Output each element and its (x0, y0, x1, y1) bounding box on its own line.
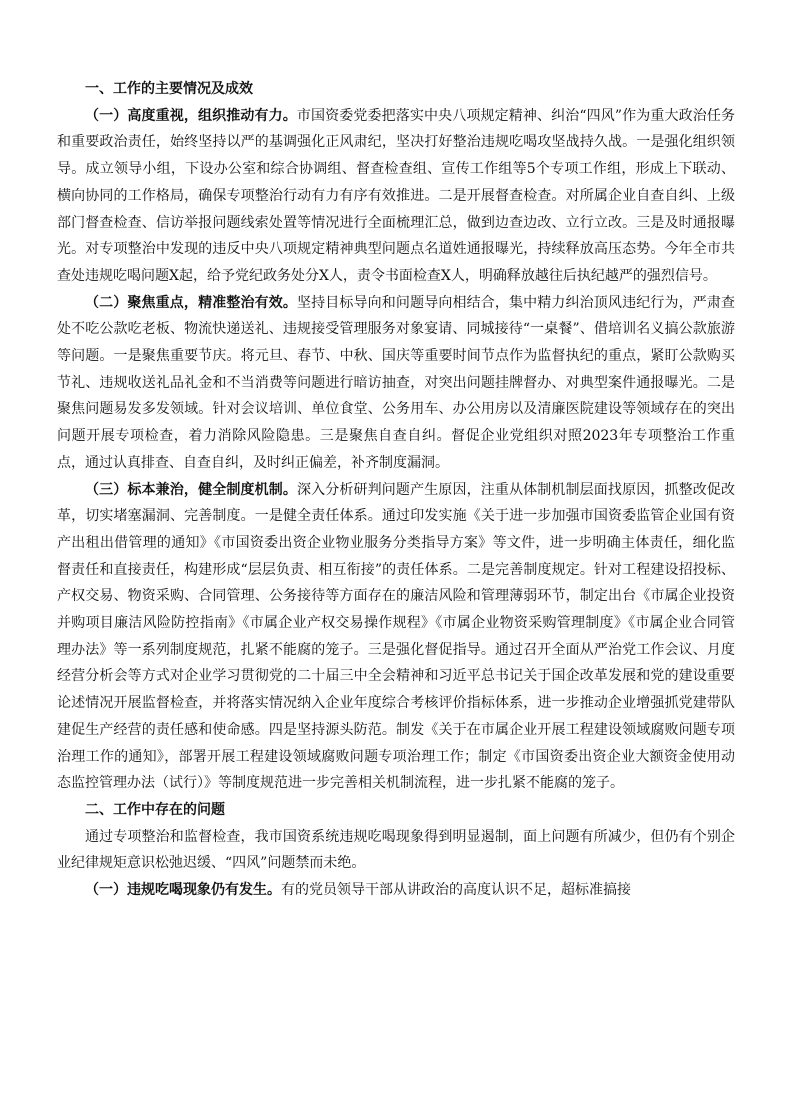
paragraph-3-text: 深入分析研判问题产生原因，注重从体制机制层面找原因，抓整改促改革，切实堵塞漏洞、完善制度。一是健全责任体系。通过印发实施《关于进一步加强市国资委监管企业国有资产出租出借管理的通知》《市国资委出资企业物业服务分类指导方案》等文件，进一步明确主体责任，细化监督责任和直接责任，构建形成“层层负责、相互衔接”的责任体系。二是完善制度规定。针对工程建设招投标、产权交易、物资采购、合同管理、公务接待等方面存在的廉洁风险和管理薄弱环节，制定出台《市属企业投资并购项目廉洁风险防控指南》《市属企业产权交易操作规程》《市属企业物资采购管理制度》《市属企业合同管理办法》等一系列制度规范，扎紧不能腐的笼子。三是强化督促指导。通过召开全面从严治党工作会议、月度经营分析会等方式对企业学习贯彻党的二十届三中全会精神和习近平总书记关于国企改革发展和党的建设重要论述情况开展监督检查，并将落实情况纳入企业年度综合考核评价指标体系，进一步推动企业增强抓党建带队建促生产经营的责任感和使命感。四是坚持源头防范。制发《关于在市属企业开展工程建设领域腐败问题专项治理工作的通知》，部署开展工程建设领域腐败问题专项治理工作；制定《市国资委出资企业大额资金使用动态监控管理办法（试行）》等制度规范进一步完善相关机制流程，进一步扎紧不能腐的笼子。 (57, 481, 735, 792)
paragraph-1 (57, 103, 735, 290)
paragraph-2 (57, 290, 735, 477)
paragraph-3-lead: （三）标本兼治，健全制度机制。 (85, 481, 297, 498)
section-heading-1: 一、工作的主要情况及成效 (85, 81, 253, 97)
paragraph-1-text: 市国资委党委把落实中央八项规定精神、纠治“四风”作为重大政治任务和重要政治责任，始终坚持以严的基调强化正风肃纪，坚决打好整治违规吃喝攻坚战持久战。一是强化组织领导。成立领导小组，下设办公室和综合协调组、督查检查组、宣传工作组等5个专项工作组，形成上下联动、横向协同的工作格局，确保专项整治行动有力有序有效推进。二是开展督查检查。对所属企业自查自纠、上级部门督查检查、信访举报问题线索处置等情况进行全面梳理汇总，做到边查边改、立行立改。三是及时通报曝光。对专项整治中发现的违反中央八项规定精神典型问题点名道姓通报曝光，持续释放高压态势。今年全市共查处违规吃喝问题X起，给予党纪政务处分X人，责令书面检查X人，明确释放越往后执纪越严的强烈信号。 (57, 107, 735, 284)
paragraph-5 (57, 877, 735, 904)
paragraph-5-lead: （一）违规吃喝现象仍有发生。 (85, 882, 281, 899)
paragraph-2-lead: （二）聚焦重点，精准整治有效。 (85, 294, 297, 311)
paragraph-2-text: 坚持目标导向和问题导向相结合，集中精力纠治顶风违纪行为，严肃查处不吃公款吃老板、物流快递送礼、违规接受管理服务对象宴请、同城接待“一桌餐”、借培训名义搞公款旅游等问题。一是聚焦重要节庆。将元旦、春节、中秋、国庆等重要时间节点作为监督执纪的重点，紧盯公款购买节礼、违规收送礼品礼金和不当消费等问题进行暗访抽查，对突出问题挂牌督办、对典型案件通报曝光。二是聚焦问题易发多发领域。针对会议培训、单位食堂、公务用车、办公用房以及清廉医院建设等领域存在的突出问题开展专项检查，着力消除风险隐患。三是聚焦自查自纠。督促企业党组织对照2023年专项整治工作重点，通过认真排查、自查自纠，及时纠正偏差，补齐制度漏洞。 (57, 294, 735, 471)
paragraph-4: 通过专项整治和监督检查，我市国资系统违规吃喝现象得到明显遏制，面上问题有所减少，但仍有个别企业纪律规矩意识松弛迟缓、“四风”问题禁而未绝。 (57, 828, 735, 872)
paragraph-1-lead: （一）高度重视，组织推动有力。 (85, 107, 297, 124)
section-heading-2: 二、工作中存在的问题 (85, 801, 225, 818)
paragraph-3 (57, 477, 735, 797)
paragraph-5-text: 有的党员领导干部从讲政治的高度认识不足，超标准搞接 (281, 882, 631, 899)
